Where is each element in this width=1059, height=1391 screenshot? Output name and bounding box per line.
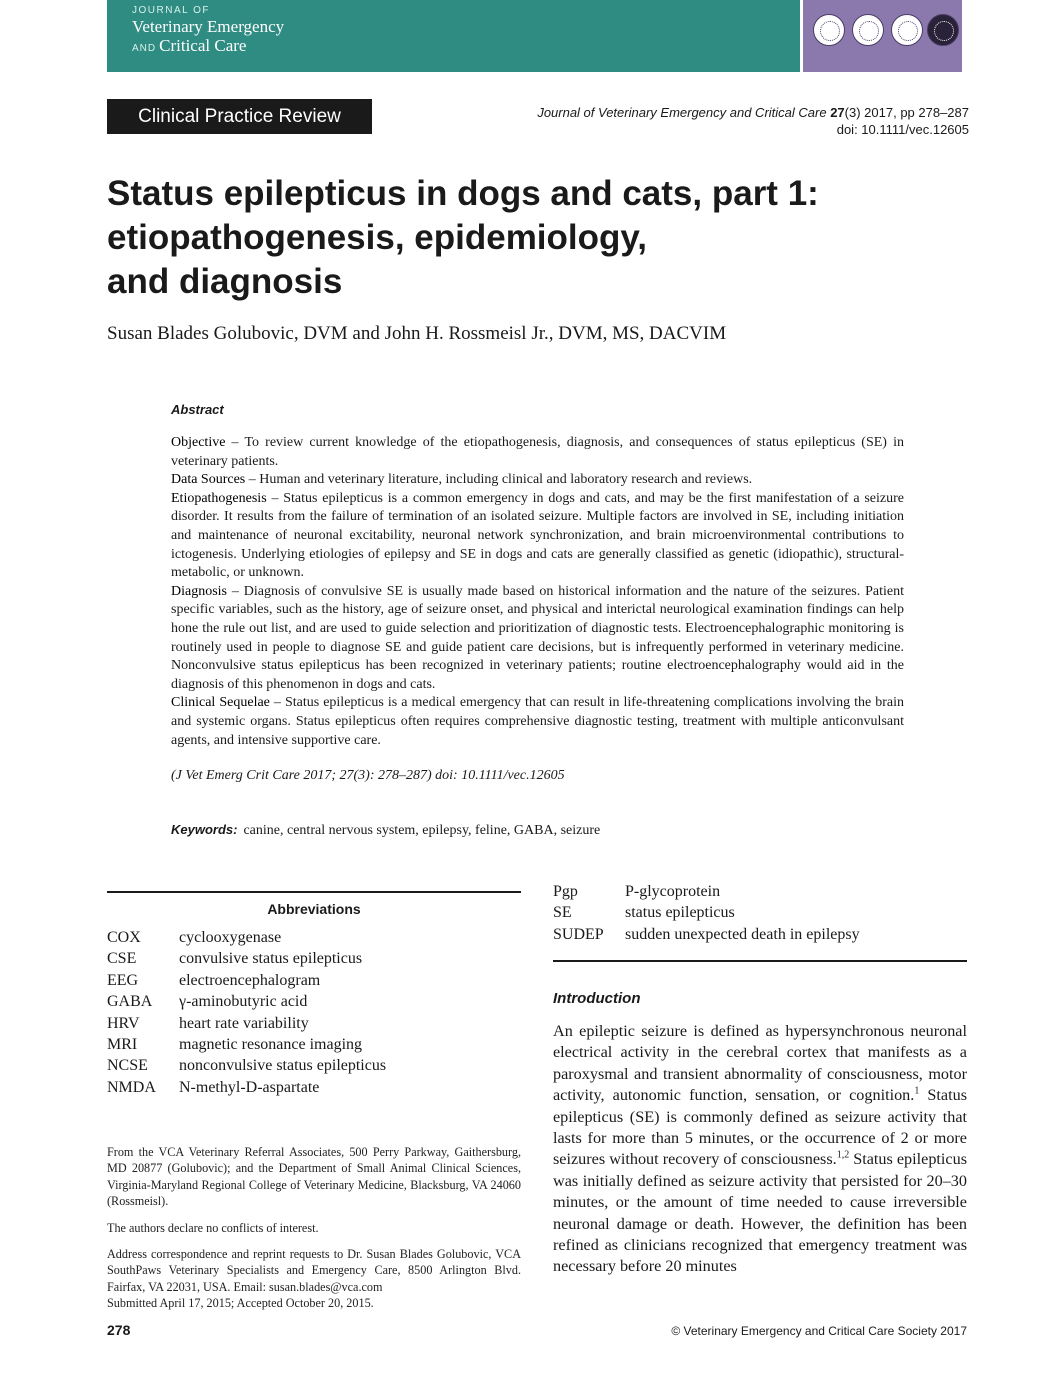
abbreviation: GABA <box>107 993 153 1011</box>
society-logos <box>803 0 962 72</box>
journal-name-line2 <box>132 36 284 58</box>
introduction-part: Status epilepticus (SE) is commonly defined as seizure activity that lasts for more than 5 minutes, or the occurrence of 2 or more seizures without recovery of consciousness. <box>553 1086 968 1169</box>
abbreviation-meaning: heart rate variability <box>179 1014 309 1032</box>
abbreviations-table-left <box>107 929 386 1100</box>
society-seal-icon <box>891 14 923 46</box>
abbreviation-row <box>107 950 386 971</box>
introduction-part: An epileptic seizure is defined as hypersynchronous neuronal electrical activity in the cerebral cortex that manifests as a paroxysmal and transient abnormality of consciousness, motor activity, autonomic function, sensation, or cognition. <box>553 1022 967 1105</box>
abbreviation-meaning: nonconvulsive status epilepticus <box>179 1057 387 1075</box>
abbreviations-table-right <box>553 883 860 947</box>
abbreviation-row <box>553 926 860 947</box>
abbreviation-row <box>553 883 860 904</box>
abbreviation-row <box>107 1015 386 1036</box>
reference-superscript: 1,2 <box>836 1150 850 1162</box>
abbreviation-row <box>107 1036 386 1057</box>
conflict-statement: The authors declare no conflicts of interest. <box>107 1220 319 1235</box>
abbreviation: CSE <box>107 950 137 968</box>
copyright-notice: © Veterinary Emergency and Critical Care Society 2017 <box>671 1324 967 1338</box>
citation-doi: doi: 10.1111/vec.12605 <box>836 122 969 137</box>
abbreviation: NMDA <box>107 1078 156 1096</box>
journal-name-prefix: JOURNAL OF <box>132 5 210 16</box>
society-seal-icon <box>813 14 845 46</box>
abbreviation-meaning: N-methyl-D-aspartate <box>179 1078 320 1096</box>
abbreviation-meaning: convulsive status epilepticus <box>179 950 363 968</box>
journal-name <box>132 17 284 58</box>
abbreviation: HRV <box>107 1014 140 1032</box>
journal-name-and: AND <box>132 43 157 54</box>
abstract-label: Etiopathogenesis <box>171 490 267 506</box>
correspondence-address: Address correspondence and reprint requests to Dr. Susan Blades Golubovic, VCA SouthPaws Veterinary Specialists and Emergency Care, 8500 Arlington Blvd. Fairfax, VA 22031, USA. Email: susan.blades@vca.com <box>107 1247 521 1294</box>
abbreviation: SUDEP <box>553 925 604 943</box>
abstract-etiopathogenesis <box>171 490 904 583</box>
abbreviation-row <box>107 972 386 993</box>
abstract-clinical-sequelae <box>171 694 904 750</box>
abbreviations-top-rule <box>107 891 521 893</box>
abstract-text: – Diagnosis of convulsive SE is usually made based on historical information and the nature of the seizures. Patient specific variables, such as the history, age of seizure onset, and physical and interictal neurological examination findings can help hone the rule out list, and are used to guide selection and prioritization of diagnostic tests. Electroencephalographic monitoring is routinely used in people to diagnose SE and guide patient care decisions, but is infrequently performed in veterinary medicine. Nonconvulsive status epilepticus has been recognized in veterinary patients; routine electroencephalography would aid in the diagnosis of this phenomenon in dogs and cats. <box>171 583 904 692</box>
abstract-text: – To review current knowledge of the etiopathogenesis, diagnosis, and consequences of status epilepticus (SE) in veterinary patients. <box>171 435 904 469</box>
journal-citation <box>537 104 969 138</box>
abstract-label: Objective <box>171 435 226 450</box>
abstract-text: – Status epilepticus is a common emergency in dogs and cats, and may be the first manifestation of a seizure disorder. It results from the failure of termination of an isolated seizure. Multiple factors are involved in SE, including initiation and maintenance of neuronal excitability, neuronal network synchronization, and brain microenvironmental contributions to ictogenesis. Underlying etiologies of epilepsy and SE in dogs and cats are generally classified as genetic (idiopathic), structural-metabolic, or unknown. <box>171 490 904 581</box>
page-number: 278 <box>107 1322 131 1338</box>
abbreviation-row <box>107 1079 386 1100</box>
abstract-heading: Abstract <box>171 402 224 417</box>
abbreviation: NCSE <box>107 1057 148 1075</box>
article-authors: Susan Blades Golubovic, DVM and John H. Rossmeisl Jr., DVM, MS, DACVIM <box>107 323 727 344</box>
title-line: etiopathogenesis, epidemiology, <box>107 218 647 257</box>
society-seal-icon <box>852 14 884 46</box>
abbreviation-meaning: P-glycoprotein <box>625 883 721 900</box>
journal-name-line1: Veterinary Emergency <box>132 17 285 36</box>
abbreviation: SE <box>553 904 572 922</box>
abstract-diagnosis <box>171 583 904 695</box>
abbreviation-meaning: status epilepticus <box>625 904 735 922</box>
journal-banner <box>107 0 962 72</box>
introduction-heading: Introduction <box>553 990 641 1007</box>
citation-line <box>537 104 969 121</box>
introduction-text <box>553 1021 967 1278</box>
abbreviation-meaning: sudden unexpected death in epilepsy <box>625 925 860 943</box>
section-tag: Clinical Practice Review <box>107 99 372 134</box>
citation-volume: 27 <box>830 105 845 120</box>
abbreviations-bottom-rule <box>553 960 967 962</box>
abbreviation: EEG <box>107 971 139 989</box>
article-title <box>107 172 927 304</box>
ecveccs-seal-icon <box>927 14 959 46</box>
abbreviation: COX <box>107 929 141 946</box>
affiliation-text: From the VCA Veterinary Referral Associates, 500 Perry Parkway, Gaithersburg, MD 20877 (Golubovic); and the Department of Small Animal Clinical Sciences, Virginia-Maryland Regional College of Veterinary Medicine, Blacksburg, VA 24060 (Rossmeisl). <box>107 1145 521 1209</box>
abstract-label: Clinical Sequelae <box>171 695 270 711</box>
title-line: and diagnosis <box>107 262 343 301</box>
abbreviation: MRI <box>107 1035 138 1053</box>
abbreviation-meaning: γ-aminobutyric acid <box>179 993 308 1011</box>
abstract-label: Diagnosis <box>171 583 227 599</box>
abstract-journal-citation: (J Vet Emerg Crit Care 2017; 27(3): 278–287) doi: 10.1111/vec.12605 <box>171 768 565 784</box>
abstract-text: – Status epilepticus is a medical emergency that can result in life-threatening complications involving the brain and systemic organs. Status epilepticus often requires comprehensive diagnostic testing, treatment with multiple anticonvulsant agents, and intensive supportive care. <box>171 695 904 748</box>
submission-dates: Submitted April 17, 2015; Accepted October 20, 2015. <box>107 1296 374 1311</box>
journal-name-line2-text: Critical Care <box>159 36 247 55</box>
abbreviation-row <box>107 993 386 1014</box>
abstract <box>171 402 904 784</box>
abbreviation-meaning: electroencephalogram <box>179 971 321 989</box>
abbreviation-row <box>107 929 386 950</box>
abstract-text: – Human and veterinary literature, including clinical and laboratory research and reviews. <box>245 472 753 488</box>
abbreviation-row <box>107 1057 386 1078</box>
citation-issue: (3) 2017, pp 278–287 <box>844 105 969 120</box>
abstract-data-sources <box>171 471 904 490</box>
reference-superscript: 1 <box>914 1085 920 1097</box>
journal-banner-title-area <box>107 0 800 72</box>
title-line: Status epilepticus in dogs and cats, part 1: <box>107 174 819 213</box>
introduction-part: Status epilepticus was initially defined as seizure activity that persisted for 20–30 minutes, or the amount of time needed to cause irreversible neuronal damage or death. However, the definition has been refined as clinicians recognized that emergency treatment was necessary before 20 minutes <box>553 1150 967 1276</box>
author-affiliations <box>107 1144 521 1312</box>
citation-journal: Journal of Veterinary Emergency and Critical Care <box>537 105 827 120</box>
abbreviation: Pgp <box>553 883 578 900</box>
abbreviations-heading: Abbreviations <box>267 901 361 917</box>
abstract-objective <box>171 434 904 471</box>
abbreviation-row <box>553 904 860 925</box>
keywords-label: Keywords: <box>171 822 238 837</box>
keywords-text: canine, central nervous system, epilepsy, feline, GABA, seizure <box>243 823 601 838</box>
abbreviation-meaning: magnetic resonance imaging <box>179 1035 363 1053</box>
keywords <box>171 822 600 839</box>
abstract-label: Data Sources <box>171 472 246 488</box>
abbreviation-meaning: cyclooxygenase <box>179 929 282 946</box>
